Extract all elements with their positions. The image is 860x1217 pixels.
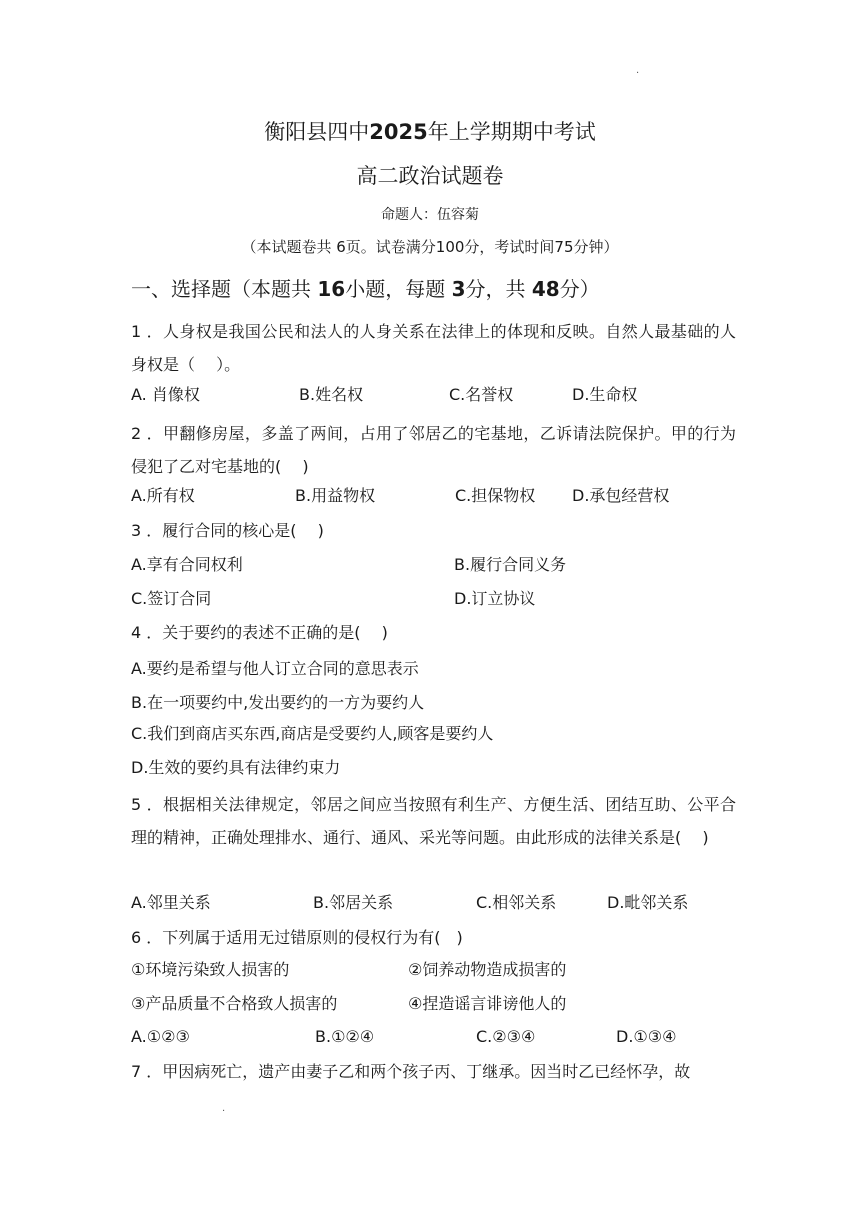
item-4: ④捏造谣言诽谤他人的 bbox=[408, 994, 567, 1013]
exam-subtitle: 高二政治试题卷 bbox=[356, 164, 504, 188]
option-b: B.邻居关系 bbox=[313, 893, 394, 912]
option-c: C.名誉权 bbox=[449, 385, 514, 404]
question-1-options bbox=[131, 383, 751, 407]
page-mark-bottom: · bbox=[222, 1106, 226, 1117]
exam-note: （本试题卷共 6页。试卷满分100分，考试时间75分钟） bbox=[241, 238, 619, 256]
question-3-options-ab bbox=[131, 553, 751, 577]
exam-title: 衡阳县四中2025年上学期期中考试 bbox=[264, 120, 596, 144]
question-2-stem: 2 ．甲翻修房屋，多盖了两间，占用了邻居乙的宅基地，乙诉请法院保护。甲的行为侵犯了乙对宅基地的( ) bbox=[131, 424, 736, 476]
option-a: A.享有合同权利 bbox=[131, 555, 243, 574]
option-c: C.担保物权 bbox=[455, 486, 536, 505]
question-6-options bbox=[131, 1025, 751, 1049]
author-line: 命题人：伍容菊 bbox=[381, 207, 479, 223]
option-a: A.邻里关系 bbox=[131, 893, 211, 912]
option-a: A. 肖像权 bbox=[131, 385, 200, 404]
question-4-option-d: D.生效的要约具有法律约束力 bbox=[131, 758, 341, 777]
question-4-option-a: A.要约是希望与他人订立合同的意思表示 bbox=[131, 659, 419, 678]
item-1: ①环境污染致人损害的 bbox=[131, 960, 290, 979]
question-3-stem: 3 ．履行合同的核心是( ) bbox=[131, 521, 324, 540]
option-b: B.①②④ bbox=[315, 1027, 375, 1046]
question-1-stem: 1 ．人身权是我国公民和法人的人身关系在法律上的体现和反映。自然人最基础的人身权是（ ）。 bbox=[131, 322, 736, 374]
option-b: B.姓名权 bbox=[299, 385, 364, 404]
question-4-option-b: B.在一项要约中,发出要约的一方为要约人 bbox=[131, 693, 425, 712]
option-d: D.承包经营权 bbox=[572, 486, 670, 505]
option-b: B.用益物权 bbox=[295, 486, 376, 505]
option-c: C.相邻关系 bbox=[476, 893, 557, 912]
option-a: A.①②③ bbox=[131, 1027, 190, 1046]
question-5-stem: 5 ．根据相关法律规定，邻居之间应当按照有利生产、方便生活、团结互助、公平合理的精神，正确处理排水、通行、通风、采光等问题。由此形成的法律关系是( ) bbox=[131, 795, 736, 847]
option-b: B.履行合同义务 bbox=[454, 555, 567, 574]
question-5-options bbox=[131, 891, 751, 915]
option-a: A.所有权 bbox=[131, 486, 195, 505]
option-d: D.毗邻关系 bbox=[607, 893, 689, 912]
item-3: ③产品质量不合格致人损害的 bbox=[131, 994, 338, 1013]
section-heading: 一、选择题（本题共 16小题，每题 3分，共 48分） bbox=[131, 277, 600, 301]
question-4-option-c: C.我们到商店买东西,商店是受要约人,顾客是要约人 bbox=[131, 724, 494, 743]
question-6-items-12 bbox=[131, 958, 751, 982]
question-3-options-cd bbox=[131, 587, 751, 611]
question-6-items-34 bbox=[131, 992, 751, 1016]
option-c: C.签订合同 bbox=[131, 589, 212, 608]
option-c: C.②③④ bbox=[476, 1027, 536, 1046]
page-mark-top: · bbox=[636, 68, 640, 79]
question-6-stem: 6 ．下列属于适用无过错原则的侵权行为有( ) bbox=[131, 928, 463, 947]
option-d: D.①③④ bbox=[616, 1027, 677, 1046]
question-4-stem: 4 ．关于要约的表述不正确的是( ) bbox=[131, 623, 388, 642]
question-7-stem: 7 ．甲因病死亡，遗产由妻子乙和两个孩子丙、丁继承。因当时乙已经怀孕，故 bbox=[131, 1062, 691, 1081]
question-2-options bbox=[131, 484, 751, 508]
option-d: D.生命权 bbox=[572, 385, 638, 404]
item-2: ②饲养动物造成损害的 bbox=[408, 960, 567, 979]
option-d: D.订立协议 bbox=[454, 589, 536, 608]
